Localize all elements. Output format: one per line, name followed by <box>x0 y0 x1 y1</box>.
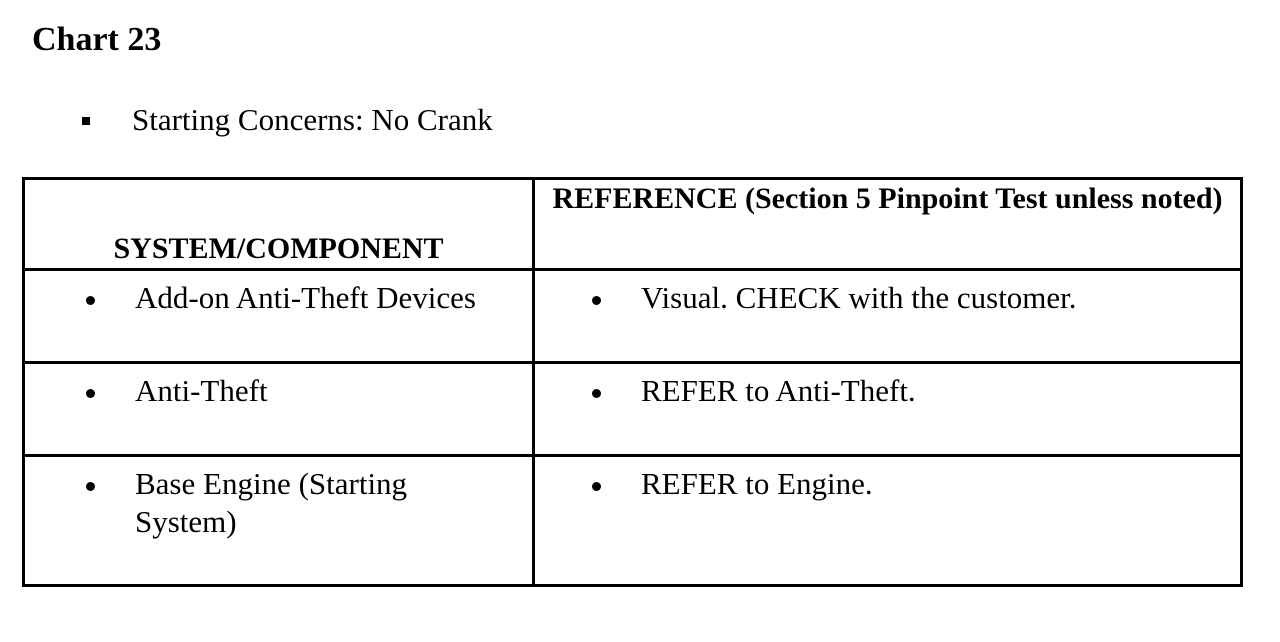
table-row <box>24 363 1242 456</box>
bullet-icon <box>592 482 601 491</box>
reference-text: REFER to Engine. <box>641 466 873 501</box>
bullet-icon <box>86 296 95 305</box>
component-cell <box>24 270 534 363</box>
reference-cell <box>534 363 1242 456</box>
component-text: Add-on Anti-Theft Devices <box>135 280 476 315</box>
header-system-component: SYSTEM/COMPONENT <box>24 179 534 270</box>
reference-table <box>22 177 1243 587</box>
reference-text: REFER to Anti-Theft. <box>641 373 916 408</box>
table-row <box>24 270 1242 363</box>
table-row <box>24 456 1242 586</box>
concern-item <box>82 100 493 140</box>
component-text: Base Engine (Starting System) <box>135 466 408 539</box>
chart-title: Chart 23 <box>32 21 162 58</box>
component-cell <box>24 363 534 456</box>
component-cell <box>24 456 534 586</box>
component-text: Anti-Theft <box>135 373 268 408</box>
reference-cell <box>534 456 1242 586</box>
reference-text: Visual. CHECK with the customer. <box>641 280 1077 315</box>
header-reference: REFERENCE (Section 5 Pinpoint Test unless noted) <box>534 179 1242 270</box>
bullet-icon <box>86 389 95 398</box>
square-bullet-icon <box>82 117 90 125</box>
bullet-icon <box>592 296 601 305</box>
table-header-row <box>24 179 1242 270</box>
reference-cell <box>534 270 1242 363</box>
bullet-icon <box>592 389 601 398</box>
concern-text: Starting Concerns: No Crank <box>132 102 493 137</box>
bullet-icon <box>86 482 95 491</box>
